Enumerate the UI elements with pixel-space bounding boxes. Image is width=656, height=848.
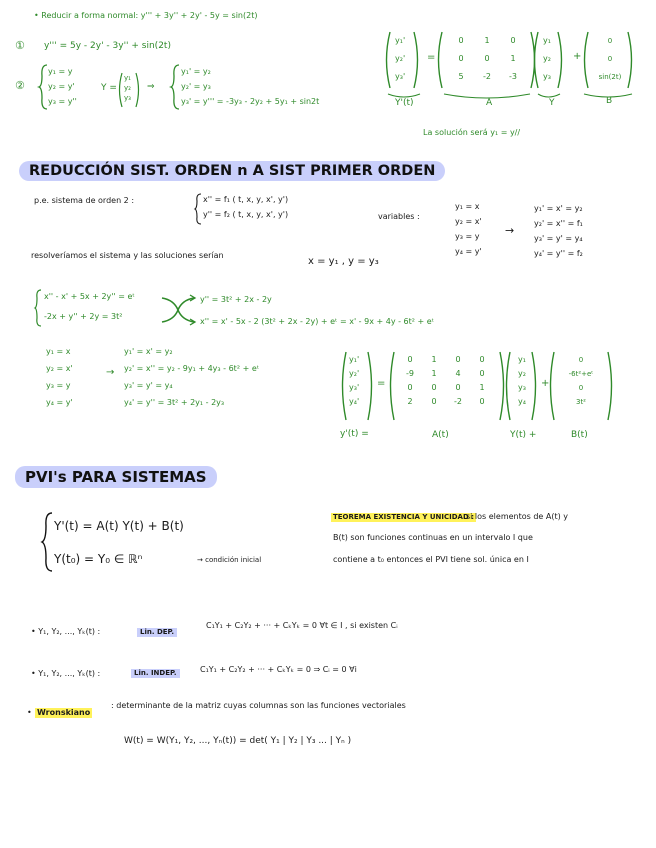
example-deriv: y₂' = x'' = y₂ - 9y₁ + 4y₃ - 6t² + eᵗ (124, 364, 260, 373)
lin-dep-tag: Lin. DEP. (137, 628, 177, 637)
example-eq: x'' - x' + 5x + 2y'' = eᵗ (44, 292, 135, 301)
brace-sys-left (38, 64, 48, 110)
A-cell: 1 (510, 54, 516, 63)
lin-dep-lead: • Y₁, Y₂, ..., Yₖ(t) : (31, 627, 101, 636)
brace-example (34, 289, 42, 327)
example-var: y₂ = x' (46, 364, 73, 373)
step2-number: ② (15, 79, 25, 92)
example-Y-entry: y₁ (518, 355, 526, 364)
variable-def: y₃ = y (455, 232, 480, 241)
wronskian-text: : determinante de la matriz cuyas columnas son las funciones vectoriales (111, 701, 406, 710)
A-cell: 0 (458, 36, 464, 45)
example-cross-arrow (160, 294, 196, 326)
example-arrow: → (106, 367, 115, 378)
B-entry: sin(2t) (598, 73, 622, 81)
derivative-def: y₁' = x' = y₂ (534, 204, 583, 213)
Y-vec (124, 74, 131, 102)
exA-cell: 0 (479, 355, 485, 364)
reduce-line: • Reducir a forma normal: y''' + 3y'' + 2y' - 5y = sin(2t) (34, 11, 258, 20)
sys-left-row: y₂ = y' (48, 82, 75, 91)
pe-eq: x'' = f₁ ( t, x, y, x', y') (203, 195, 289, 204)
pvi-equation-1: Y'(t) = A(t) Y(t) + B(t) (54, 519, 184, 533)
label-B: B (606, 96, 613, 106)
example-equals: = (377, 378, 386, 389)
lhs-entry: y₃' (395, 72, 406, 81)
derivatives-list (534, 204, 583, 258)
A-cell: 0 (484, 54, 490, 63)
Y-vec-entry: y₃ (124, 94, 131, 102)
exA-cell: 2 (407, 397, 413, 406)
example-B-entry: -6t²+eᵗ (568, 370, 594, 378)
variable-def: y₂ = x' (455, 217, 482, 226)
exA-cell: 0 (455, 383, 461, 392)
brace-pe (194, 193, 202, 225)
intro-B-vector (591, 37, 629, 81)
theorem-line-2: B(t) son funciones continuas en un intervalo I que (333, 533, 533, 542)
intro-Y-vector (543, 36, 551, 81)
A-cell: 0 (458, 54, 464, 63)
example-var: y₁ = x (46, 347, 71, 356)
Y-label: Y = (101, 83, 117, 93)
exA-cell: 4 (455, 369, 461, 378)
example-lhs-entry: y₁' (349, 355, 360, 364)
brace-sys-right (170, 64, 180, 110)
variables-label: variables : (378, 212, 420, 221)
example-var: y₃ = y (46, 381, 71, 390)
pe-label: p.e. sistema de orden 2 : (34, 196, 135, 205)
exA-cell: 0 (431, 397, 437, 406)
exA-cell: -2 (454, 397, 462, 406)
A-cell: 1 (484, 36, 490, 45)
example-var: y₄ = y' (46, 398, 73, 407)
A-cell: 0 (510, 36, 516, 45)
sys-left-row: y₁ = y (48, 67, 73, 76)
theorem-line-1: si los elementos de A(t) y (466, 512, 569, 521)
Y-entry: y₁ (543, 36, 551, 45)
Y-vec-entry: y₁ (124, 74, 131, 82)
lin-indep-text: C₁Y₁ + C₂Y₂ + ··· + CₖYₖ = 0 ⇒ Cᵢ = 0 ∀i (200, 665, 357, 674)
lin-dep-text: C₁Y₁ + C₂Y₂ + ··· + CₖYₖ = 0 ∀t ∈ I , si existen Cᵢ (206, 621, 398, 630)
example-lhs-entry: y₂' (349, 369, 360, 378)
brace-pvi (41, 512, 53, 572)
pe-eq: y'' = f₂ ( t, x, y, x', y') (203, 210, 289, 219)
equals-sign: = (427, 52, 436, 63)
sys-right (181, 67, 319, 106)
ex-label-yprime: y'(t) = (340, 429, 369, 439)
example-Y (518, 355, 526, 406)
initial-condition-label: → condición inicial (197, 556, 262, 564)
example-B (556, 356, 606, 406)
section-title-pvi: PVI's PARA SISTEMAS (15, 466, 217, 488)
exA-cell: 1 (431, 355, 437, 364)
lhs-entry: y₂' (395, 54, 406, 63)
sys-right-row: y₂' = y₃ (181, 82, 211, 91)
derivative-def: y₃' = y' = y₄ (534, 234, 583, 243)
exA-cell: -9 (406, 369, 414, 378)
wronskian-tag: Wronskiano (37, 708, 91, 717)
pe-system (203, 195, 288, 219)
wronskian-formula: W(t) = W(Y₁, Y₂, ..., Yₙ(t)) = det( Y₁ | Y₂ | Y₃ ... | Yₙ ) (124, 736, 352, 746)
sys-right-row: y₃' = y''' = -3y₃ - 2y₂ + 5y₁ + sin2t (181, 97, 320, 106)
ex-label-B: B(t) (571, 430, 588, 440)
label-A: A (486, 98, 493, 108)
exA-cell: 0 (407, 383, 413, 392)
sys-right-row: y₁' = y₂ (181, 67, 211, 76)
label-Yprime: Y'(t) (395, 98, 414, 108)
theorem-line-3: contiene a t₀ entonces el PVI tiene sol. única en I (333, 555, 529, 564)
step1-number: ① (15, 39, 25, 52)
resolve-text: resolveríamos el sistema y las soluciones serían (31, 251, 224, 260)
lin-indep-lead: • Y₁, Y₂, ..., Yₖ(t) : (31, 669, 101, 678)
exA-cell: 0 (431, 383, 437, 392)
example-lhs-entry: y₃' (349, 383, 360, 392)
example-lhs (349, 355, 359, 406)
example-result-x: x'' = x' - 5x - 2 (3t² + 2x - 2y) + eᵗ = x' - 9x + 4y - 6t² + eᵗ (200, 317, 435, 326)
lin-indep-tag: Lin. INDEP. (131, 669, 180, 678)
example-deriv: y₃' = y' = y₄ (124, 381, 173, 390)
plus-sign: + (573, 51, 582, 62)
Y-entry: y₂ (543, 54, 551, 63)
ex-label-Y: Y(t) + (510, 430, 537, 440)
Y-vec-entry: y₂ (124, 84, 131, 92)
example-deriv: y₄' = y'' = 3t² + 2y₁ - 2y₃ (124, 398, 225, 407)
example-derivs (124, 347, 259, 407)
example-B-entry: 0 (578, 356, 584, 364)
example-B-entry: 3t² (575, 398, 586, 406)
theorem-title: TEOREMA EXISTENCIA Y UNICIDAD : (333, 513, 475, 521)
implies-arrow: ⇒ (147, 82, 155, 92)
resolve-result: x = y₁ , y = y₃ (308, 256, 379, 267)
variables-list (455, 202, 482, 256)
intro-lhs-vector (395, 36, 405, 81)
B-entry: 0 (607, 55, 613, 63)
exA-cell: 0 (479, 369, 485, 378)
variables-arrow: → (505, 224, 515, 237)
step1-equation: y''' = 5y - 2y' - 3y'' + sin(2t) (44, 41, 171, 51)
sys-left-row: y₃ = y'' (48, 97, 77, 106)
solution-note: La solución será y₁ = y// (423, 128, 521, 137)
example-deriv: y₁' = x' = y₂ (124, 347, 173, 356)
Y-entry: y₃ (543, 72, 551, 81)
B-entry: 0 (607, 37, 613, 45)
exA-cell: 1 (431, 369, 437, 378)
intro-matrix-A (448, 36, 526, 81)
exA-cell: 0 (407, 355, 413, 364)
example-result-y: y'' = 3t² + 2x - 2y (200, 295, 272, 304)
example-Y-entry: y₂ (518, 369, 526, 378)
A-cell: 5 (458, 72, 464, 81)
pvi-equation-2: Y(t₀) = Y₀ ∈ ℝⁿ (54, 552, 143, 566)
lhs-entry: y₁' (395, 36, 406, 45)
exA-cell: 0 (479, 397, 485, 406)
example-Y-entry: y₃ (518, 383, 526, 392)
wronskian-bullet: • (27, 708, 32, 717)
derivative-def: y₄' = y'' = f₂ (534, 249, 583, 258)
example-Y-entry: y₄ (518, 397, 526, 406)
example-system (44, 292, 135, 321)
sys-left (48, 67, 77, 106)
variable-def: y₄ = y' (455, 247, 482, 256)
example-B-entry: 0 (578, 384, 584, 392)
section-title-reduccion: REDUCCIÓN SIST. ORDEN n A SIST PRIMER ORDEN (19, 161, 445, 181)
example-eq: -2x + y'' + 2y = 3t² (44, 312, 123, 321)
example-plus: + (541, 378, 550, 389)
example-vars (46, 347, 73, 407)
label-Y: Y (549, 98, 555, 108)
example-lhs-entry: y₄' (349, 397, 360, 406)
variable-def: y₁ = x (455, 202, 480, 211)
ex-label-A: A(t) (432, 430, 449, 440)
derivative-def: y₂' = x'' = f₁ (534, 219, 583, 228)
A-cell: -3 (509, 72, 517, 81)
example-matrix-A (398, 355, 494, 406)
exA-cell: 1 (479, 383, 485, 392)
A-cell: -2 (483, 72, 491, 81)
exA-cell: 0 (455, 355, 461, 364)
